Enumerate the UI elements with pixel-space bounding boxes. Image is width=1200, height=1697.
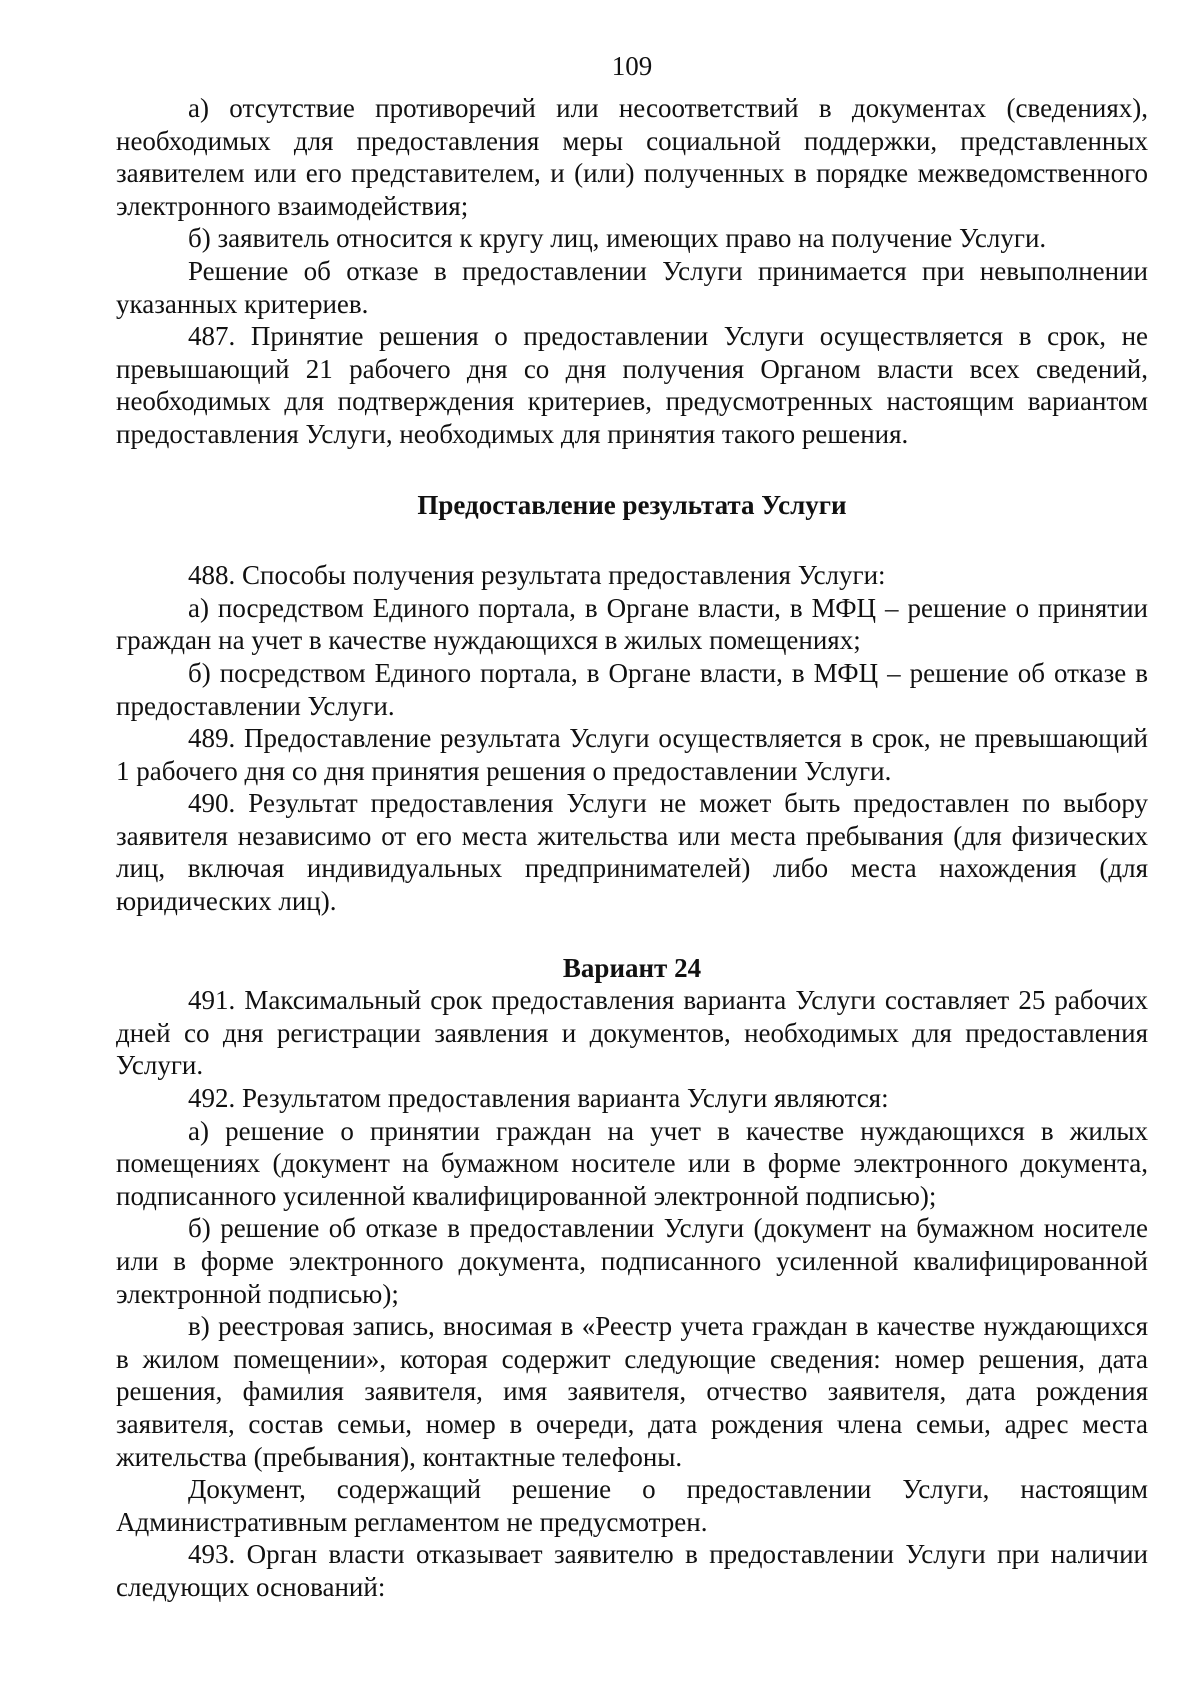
paragraph-488-b: б) посредством Единого портала, в Органе власти, в МФЦ – решение об отказе в предоставлении Услуги. (116, 657, 1148, 721)
paragraph-492-a: а) решение о принятии граждан на учет в качестве нуждающихся в жилых помещениях (документ на бумажном носителе или в форме электронного документа, подписанного усиленной квалифицированной электронной подписью); (116, 1115, 1148, 1211)
paragraph-492-v: в) реестровая запись, вносимая в «Реестр учета граждан в качестве нуждающихся в жилом помещении», которая содержит следующие сведения: номер решения, дата решения, фамилия заявителя, имя заявителя, отчество заявителя, дата рождения заявителя, состав семьи, номер в очереди, дата рождения члена семьи, адрес места жительства (пребывания), контактные телефоны. (116, 1311, 1148, 1472)
paragraph-document-note: Документ, содержащий решение о предоставлении Услуги, настоящим Административным регламентом не предусмотрен. (116, 1474, 1148, 1537)
paragraph-488-a: а) посредством Единого портала, в Органе власти, в МФЦ – решение о принятии граждан на учет в качестве нуждающихся в жилых помещениях; (116, 592, 1148, 656)
paragraph-488: 488. Способы получения результата предоставления Услуги: (188, 560, 886, 591)
paragraph-criteria-b: б) заявитель относится к кругу лиц, имеющих право на получение Услуги. (188, 223, 1047, 254)
paragraph-refusal-criteria: Решение об отказе в предоставлении Услуги принимается при невыполнении указанных критериев. (116, 255, 1148, 319)
paragraph-489: 489. Предоставление результата Услуги осуществляется в срок, не превышающий 1 рабочего дня со дня принятия решения о предоставлении Услуги. (116, 723, 1148, 786)
paragraph-492-b: б) решение об отказе в предоставлении Услуги (документ на бумажном носителе или в форме электронного документа, подписанного усиленной квалифицированной электронной подписью); (116, 1213, 1148, 1309)
section-heading-result: Предоставление результата Услуги (417, 489, 847, 520)
paragraph-487: 487. Принятие решения о предоставлении Услуги осуществляется в срок, не превышающий 21 рабочего дня со дня получения Органом власти всех сведений, необходимых для подтверждения критериев, предусмотренных настоящим вариантом предоставления Услуги, необходимых для принятия такого решения. (116, 321, 1148, 449)
paragraph-490: 490. Результат предоставления Услуги не может быть предоставлен по выбору заявителя независимо от его места жительства или места пребывания (для физических лиц, включая индивидуальных предпринимателей) либо места нахождения (для юридических лиц). (116, 788, 1148, 917)
paragraph-492: 492. Результатом предоставления варианта Услуги являются: (188, 1083, 889, 1114)
paragraph-491: 491. Максимальный срок предоставления варианта Услуги составляет 25 рабочих дней со дня регистрации заявления и документов, необходимых для предоставления Услуги. (116, 985, 1148, 1081)
paragraph-493: 493. Орган власти отказывает заявителю в предоставлении Услуги при наличии следующих оснований: (116, 1539, 1148, 1602)
section-heading-variant: Вариант 24 (562, 952, 702, 983)
page-number: 109 (611, 51, 653, 81)
paragraph-criteria-a: а) отсутствие противоречий или несоответствий в документах (сведениях), необходимых для предоставления меры социальной поддержки, представленных заявителем или его представителем, и (или) полученных в порядке межведомственного электронного взаимодействия; (116, 93, 1148, 221)
